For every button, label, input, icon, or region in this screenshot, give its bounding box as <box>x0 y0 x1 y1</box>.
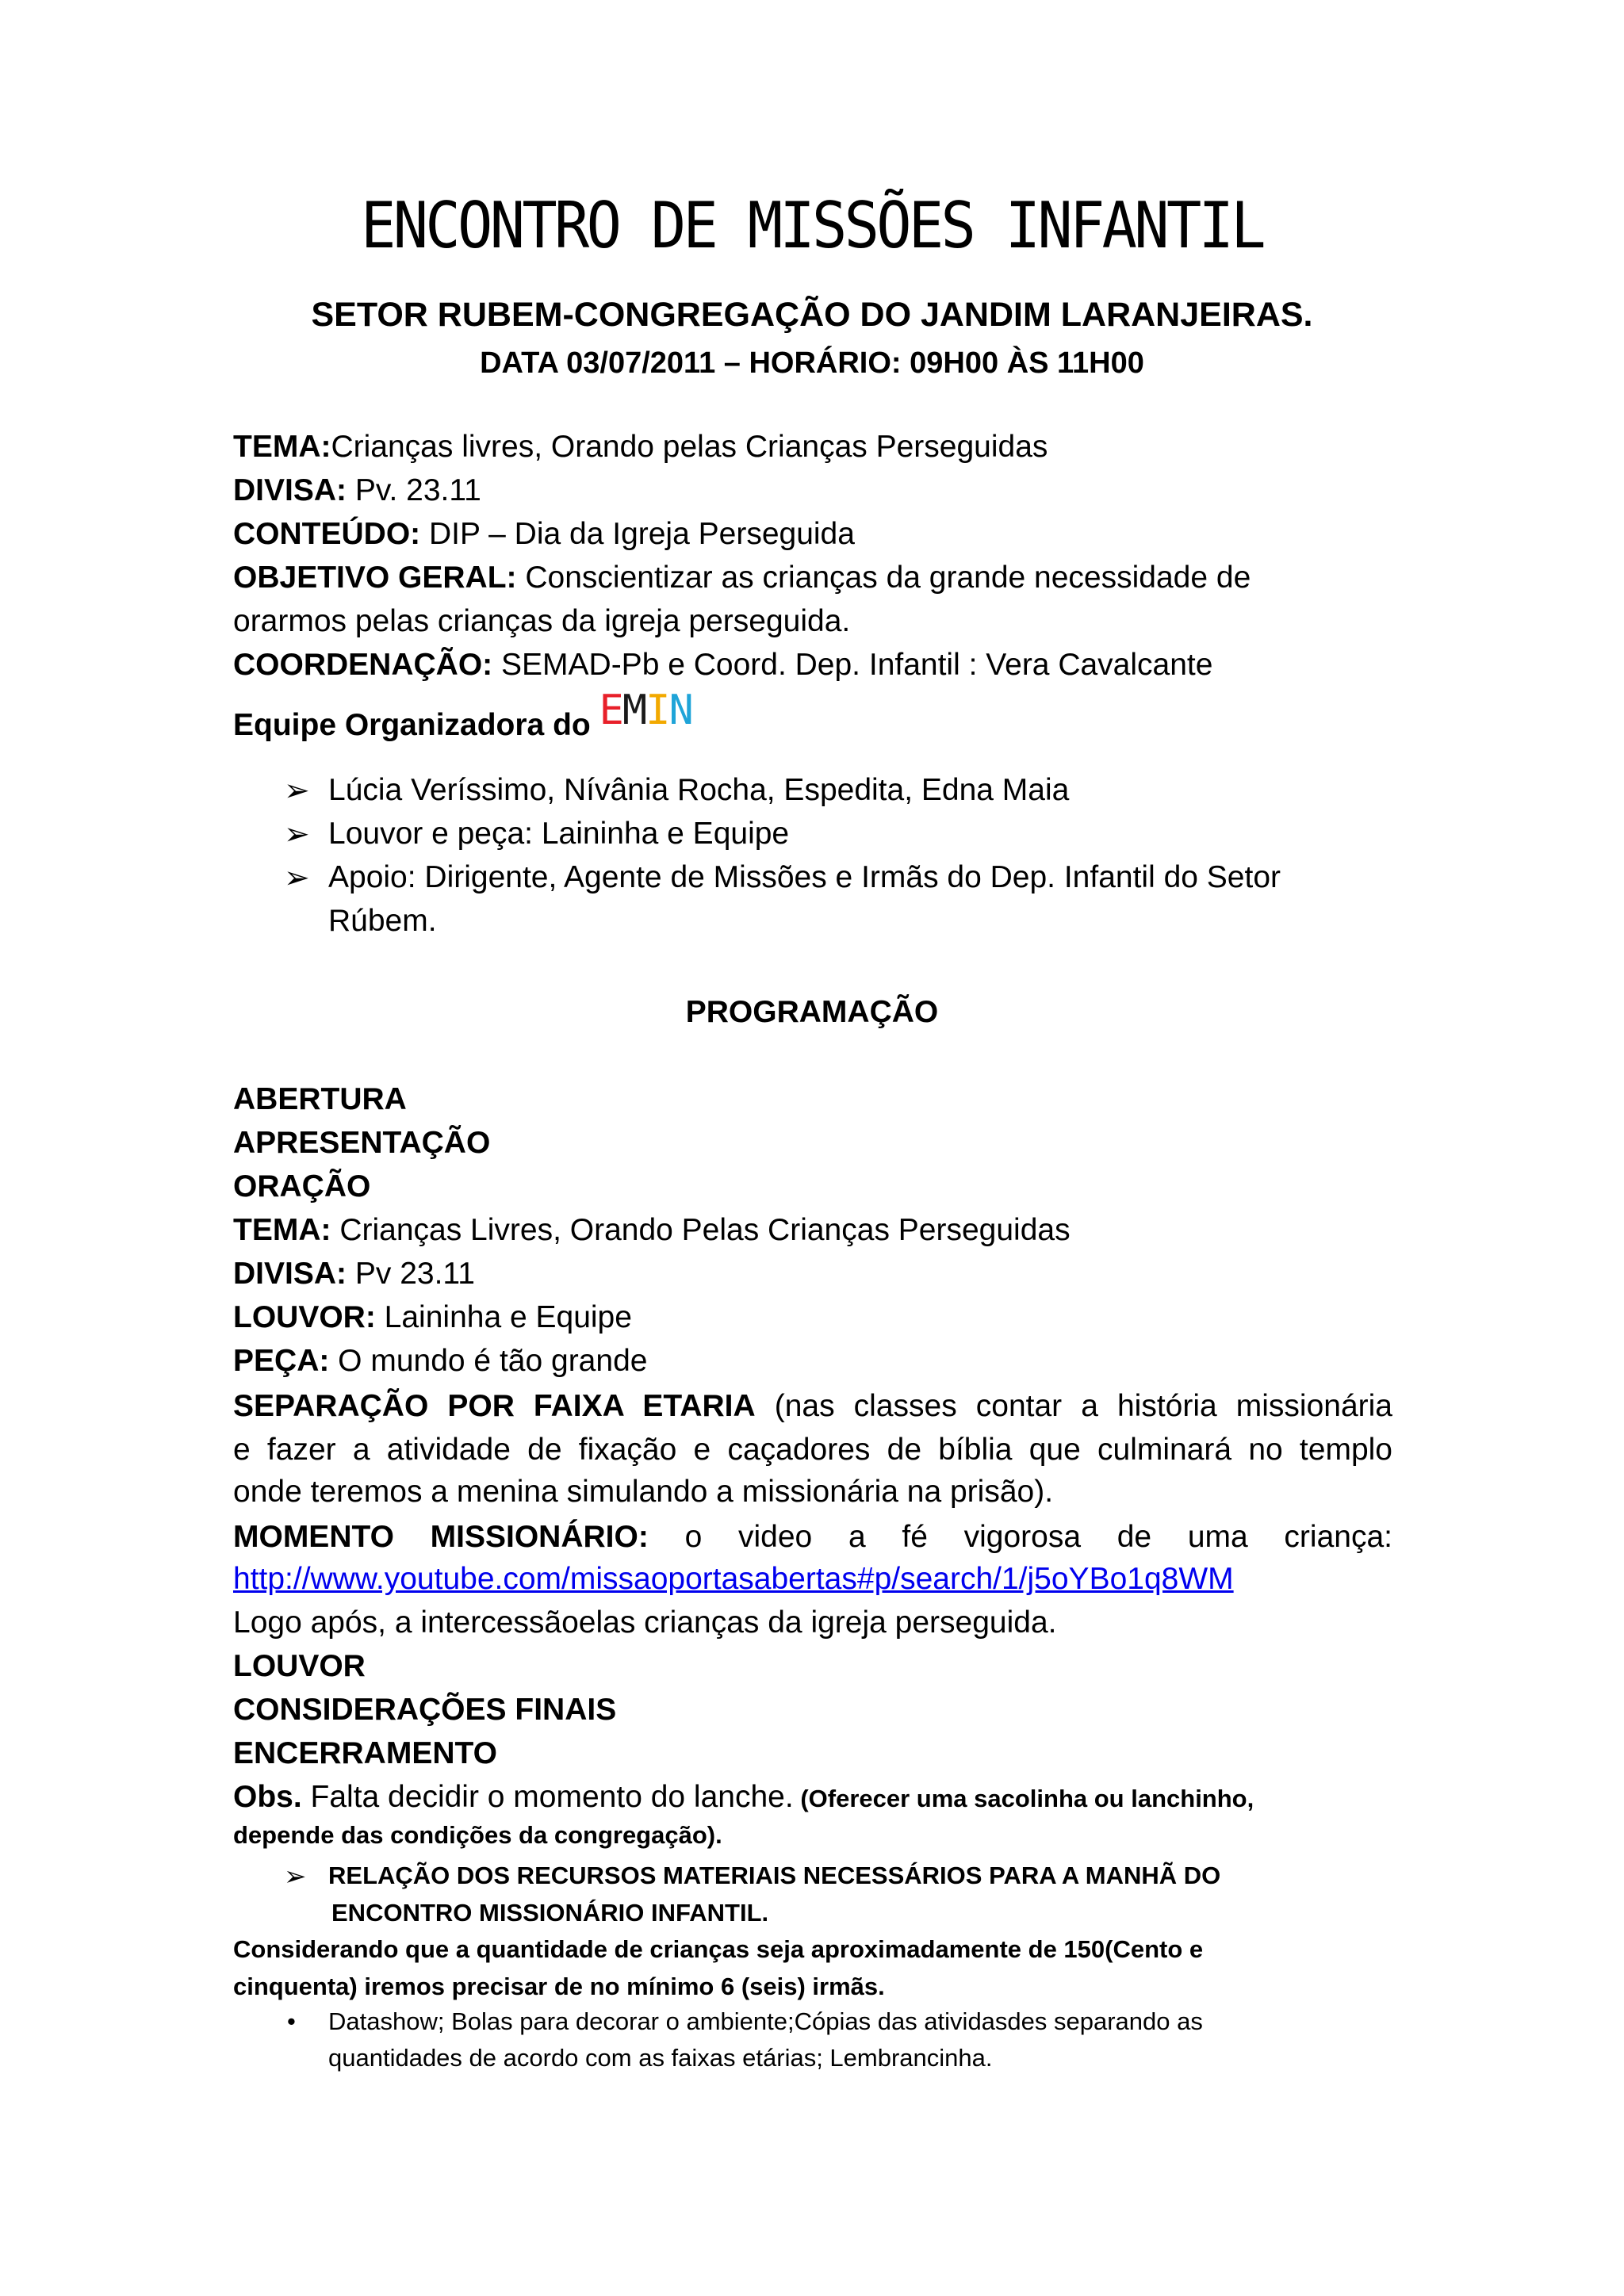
momento-value: o video a fé vigorosa de uma criança: <box>648 1520 1392 1554</box>
tema-line <box>233 430 1048 465</box>
divisa-value: Pv. 23.11 <box>347 473 481 507</box>
conteudo-label: CONTEÚDO: <box>233 517 421 551</box>
equipe-label: Equipe Organizadora do <box>233 708 599 742</box>
divisa-label: DIVISA: <box>233 473 347 507</box>
youtube-link[interactable]: http://www.youtube.com/missaoportasabertas#p/search/1/j5oYBo1q8WM <box>233 1562 1234 1596</box>
obs-value: Falta decidir o momento do lanche. <box>301 1780 794 1814</box>
momento-line <box>233 1515 1392 1559</box>
coordenacao-label: COORDENAÇÃO: <box>233 648 493 682</box>
program-tema-value: Crianças Livres, Orando Pelas Crianças Perseguidas <box>331 1213 1071 1247</box>
materiais-line-1: Datashow; Bolas para decorar o ambiente;Cópias das atividasdes separando as <box>328 2007 1203 2035</box>
tema-label: TEMA: <box>233 430 331 464</box>
program-divisa-line <box>233 1257 475 1292</box>
team-item: Lúcia Veríssimo, Nívânia Rocha, Espedita, Edna Maia <box>328 773 1070 807</box>
coordenacao-value: SEMAD-Pb e Coord. Dep. Infantil : Vera Cavalcante <box>492 648 1213 682</box>
logo-apos-line: Logo após, a intercessãoelas crianças da igreja perseguida. <box>233 1605 1057 1640</box>
arrow-bullet-icon: ➢ <box>284 774 310 808</box>
obs-note-1: (Oferecer uma sacolinha ou lanchinho, <box>793 1785 1254 1812</box>
program-peca-line <box>233 1344 647 1379</box>
obs-line <box>233 1780 1254 1815</box>
apresentacao: APRESENTAÇÃO <box>233 1126 491 1160</box>
team-item: Apoio: Dirigente, Agente de Missões e Irmãs do Dep. Infantil do Setor <box>328 860 1281 894</box>
arrow-bullet-icon: ➢ <box>284 817 310 851</box>
oracao: ORAÇÃO <box>233 1169 371 1203</box>
objetivo-line-2: orarmos pelas crianças da igreja perseguida. <box>233 604 851 638</box>
considerando-line-1: Considerando que a quantidade de crianças seja aproximadamente de 150(Cento e <box>233 1935 1204 1963</box>
recursos-line-1: RELAÇÃO DOS RECURSOS MATERIAIS NECESSÁRIOS PARA A MANHÃ DO <box>328 1862 1221 1889</box>
arrow-bullet-icon: ➢ <box>284 1862 307 1892</box>
team-item-continuation: Rúbem. <box>328 904 437 938</box>
program-heading: PROGRAMAÇÃO <box>685 995 939 1029</box>
momento-label: MOMENTO MISSIONÁRIO: <box>233 1520 649 1554</box>
program-louvor-value: Laininha e Equipe <box>375 1300 632 1334</box>
program-louvor-line <box>233 1300 632 1335</box>
equipe-line <box>233 687 692 745</box>
materiais-line-2: quantidades de acordo com as faixas etárias; Lembrancinha. <box>328 2044 993 2072</box>
considerando-line-2: cinquenta) iremos precisar de no mínimo 6 (seis) irmãs. <box>233 1973 885 2000</box>
louvor-final: LOUVOR <box>233 1649 366 1683</box>
emin-letter-e: E <box>599 687 622 734</box>
program-tema-line <box>233 1213 1071 1248</box>
separacao-text-1: (nas classes contar a história missionária <box>755 1389 1392 1423</box>
separacao-line-2: e fazer a atividade de fixação e caçadores de bíblia que culminará no templo <box>233 1433 1392 1467</box>
program-louvor-label: LOUVOR: <box>233 1300 376 1334</box>
emin-logo <box>599 687 692 734</box>
separacao-line-1 <box>233 1384 1392 1428</box>
tema-value: Crianças livres, Orando pelas Crianças Perseguidas <box>331 430 1048 464</box>
program-tema-label: TEMA: <box>233 1213 331 1247</box>
conteudo-line <box>233 517 855 552</box>
divisa-line <box>233 473 481 508</box>
document-subtitle: SETOR RUBEM-CONGREGAÇÃO DO JANDIM LARANJEIRAS. <box>311 296 1313 334</box>
obs-label: Obs. <box>233 1780 302 1814</box>
abertura: ABERTURA <box>233 1082 407 1116</box>
dot-bullet-icon: • <box>287 2007 296 2035</box>
team-item: Louvor e peça: Laininha e Equipe <box>328 817 790 851</box>
program-peca-value: O mundo é tão grande <box>329 1344 648 1378</box>
program-peca-label: PEÇA: <box>233 1344 330 1378</box>
coordenacao-line <box>233 648 1212 683</box>
emin-letter-m: M <box>622 687 646 734</box>
program-divisa-label: DIVISA: <box>233 1257 347 1291</box>
objetivo-label: OBJETIVO GERAL: <box>233 561 517 595</box>
separacao-label: SEPARAÇÃO POR FAIXA ETARIA <box>233 1389 756 1423</box>
arrow-bullet-icon: ➢ <box>284 861 310 895</box>
obs-note-2: depende das condições da congregação). <box>233 1821 722 1849</box>
encerramento: ENCERRAMENTO <box>233 1736 497 1770</box>
consideracoes-finais: CONSIDERAÇÕES FINAIS <box>233 1693 617 1727</box>
document-title: ENCONTRO DE MISSÕES INFANTIL <box>361 189 1263 262</box>
recursos-line-2: ENCONTRO MISSIONÁRIO INFANTIL. <box>331 1899 769 1927</box>
objetivo-value-1: Conscientizar as crianças da grande necessidade de <box>516 561 1251 595</box>
objetivo-line <box>233 561 1251 595</box>
date-time-line: DATA 03/07/2011 – HORÁRIO: 09H00 ÀS 11H00 <box>480 346 1144 380</box>
program-divisa-value: Pv 23.11 <box>347 1257 475 1291</box>
emin-letter-i: I <box>645 687 669 734</box>
separacao-line-3: onde teremos a menina simulando a missionária na prisão). <box>233 1475 1054 1509</box>
emin-letter-n: N <box>668 687 692 734</box>
conteudo-value: DIP – Dia da Igreja Perseguida <box>420 517 855 551</box>
